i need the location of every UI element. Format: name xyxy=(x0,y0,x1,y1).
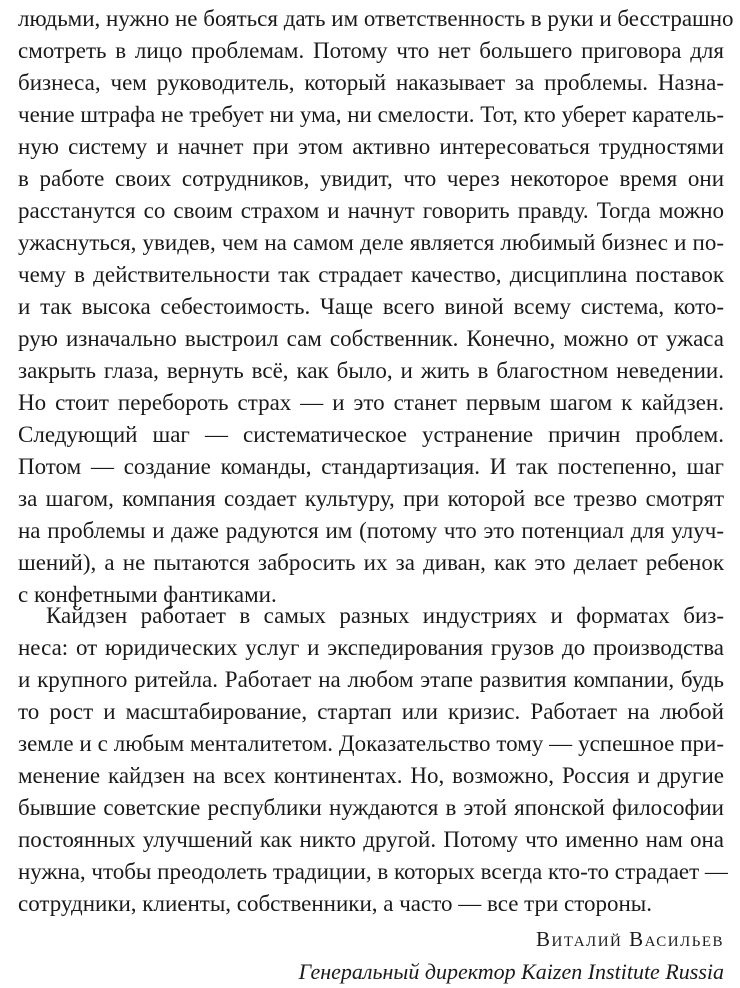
text-line: в работе своих сотрудников, увидит, что через некоторое время они xyxy=(18,166,724,191)
text-line: и так высока себестоимость. Чаще всего виной всему система, кото- xyxy=(18,294,724,319)
text-line: ужаснуться, увидев, чем на самом деле является любимый бизнес и по- xyxy=(18,230,724,255)
text-line: чему в действительности так страдает качество, дисциплина поставок xyxy=(18,262,724,287)
text-line: Следующий шаг — систематическое устранение причин проблем. xyxy=(18,422,724,447)
text-line: людьми, нужно не бояться дать им ответственность в руки и бесстрашно xyxy=(18,6,734,31)
text-line: бывшие советские республики нуждаются в этой японской философии xyxy=(18,795,724,820)
paragraph-1 xyxy=(18,3,734,611)
text-line: постоянных улучшений как никто другой. Потому что именно нам она xyxy=(18,827,724,852)
text-line: менение кайдзен на всех континентах. Но, возможно, Россия и другие xyxy=(18,763,724,788)
author-name: Виталий Васильев xyxy=(535,927,724,951)
text-line: сотрудники, клиенты, собственники, а часто — все три стороны. xyxy=(18,891,653,916)
text-line: за шагом, компания создает культуру, при которой все трезво смотрят xyxy=(18,486,724,511)
text-line: рую изначально выстроил сам собственник. Конечно, можно от ужаса xyxy=(18,326,724,351)
text-line: бизнеса, чем руководитель, который наказывает за проблемы. Назна- xyxy=(18,70,724,95)
author-title: Генеральный директор Kaizen Institute Russia xyxy=(298,959,724,984)
text-line: закрыть глаза, вернуть всё, как было, и жить в благостном неведении. xyxy=(18,358,724,383)
text-line: ную систему и начнет при этом активно интересоваться трудностями xyxy=(18,134,724,159)
text-line: расстанутся со своим страхом и начнут говорить правду. Тогда можно xyxy=(18,198,724,223)
text-line: неса: от юридических услуг и экспедирования грузов до производства xyxy=(18,635,724,660)
text-line: то рост и масштабирование, стартап или кризис. Работает на любой xyxy=(18,699,724,724)
paragraph-2 xyxy=(18,600,728,920)
text-line: на проблемы и даже радуются им (потому что это потенциал для улуч- xyxy=(18,518,724,543)
text-line: Потом — создание команды, стандартизация. И так постепенно, шаг xyxy=(18,454,724,479)
text-line: нужна, чтобы преодолеть традиции, в которых всегда кто-то страдает — xyxy=(18,859,728,884)
text-line: чение штрафа не требует ни ума, ни смелости. Тот, кто уберет каратель- xyxy=(18,102,724,127)
signature-block xyxy=(18,924,724,984)
text-line: Но стоит перебороть страх — и это станет первым шагом к кайдзен. xyxy=(18,390,724,415)
text-line: шений), а не пытаются забросить их за диван, как это делает ребенок xyxy=(18,550,724,575)
text-line: Кайдзен работает в самых разных индустриях и форматах биз- xyxy=(46,603,724,628)
text-line: смотреть в лицо проблемам. Потому что нет большего приговора для xyxy=(18,38,724,63)
text-line: земле и с любым менталитетом. Доказательство тому — успешное при- xyxy=(18,731,724,756)
text-line: и крупного ритейла. Работает на любом этапе развития компании, будь xyxy=(18,667,724,692)
text-line: с конфетными фантиками. xyxy=(18,582,277,607)
